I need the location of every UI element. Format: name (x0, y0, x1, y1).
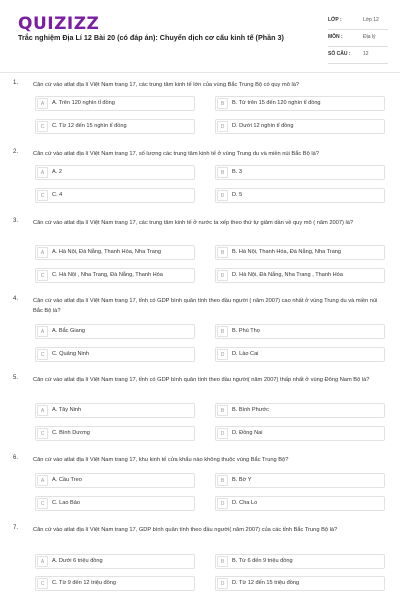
option-letter: C (37, 428, 48, 439)
meta-label: LỚP : (328, 17, 342, 23)
option-c[interactable] (35, 119, 195, 134)
option-a[interactable] (35, 96, 195, 111)
option-d[interactable] (215, 576, 385, 591)
option-letter: A (37, 247, 48, 258)
option-text: D. Đồng Nai (232, 430, 263, 436)
option-d[interactable] (215, 119, 385, 134)
option-text: C. Hà Nội , Nha Trang, Đà Nẵng, Thanh Hóa (52, 272, 163, 278)
option-letter: B (217, 326, 228, 337)
worksheet-title: Trắc nghiệm Địa Lí 12 Bài 20 (có đáp án): Chuyển dịch cơ cấu kinh tế (Phần 3) (18, 33, 284, 42)
option-letter: B (217, 475, 228, 486)
question-4 (0, 296, 400, 364)
option-b[interactable] (215, 165, 385, 180)
meta-class (328, 13, 388, 30)
option-letter: C (37, 121, 48, 132)
option-b[interactable] (215, 554, 385, 569)
meta-question-count (328, 47, 388, 64)
question-text: Căn cứ vào atlat địa lí Việt Nam trang 17, khu kinh tế cửa khẩu nào không thuộc vùng Bắc Trung Bộ? (33, 457, 289, 463)
option-letter: C (37, 270, 48, 281)
question-2 (0, 149, 400, 207)
option-d[interactable] (215, 347, 385, 362)
option-letter: D (217, 498, 228, 509)
option-text: A. Dưới 6 triệu đồng (52, 558, 103, 564)
option-text: C. 4 (52, 192, 63, 198)
question-number: 3. (13, 218, 19, 224)
question-number: 2. (13, 149, 19, 155)
question-number: 5. (13, 375, 19, 381)
option-letter: B (217, 405, 228, 416)
option-text: A. 2 (52, 169, 62, 175)
option-c[interactable] (35, 268, 195, 283)
option-letter: C (37, 578, 48, 589)
question-5 (0, 375, 400, 443)
question-1 (0, 80, 400, 138)
option-letter: A (37, 405, 48, 416)
option-letter: A (37, 326, 48, 337)
option-a[interactable] (35, 324, 195, 339)
option-text: B. Hà Nội, Thanh Hóa, Đà Nẵng, Nha Trang (232, 249, 342, 255)
option-d[interactable] (215, 188, 385, 203)
option-letter: B (217, 167, 228, 178)
option-letter: D (217, 578, 228, 589)
option-c[interactable] (35, 496, 195, 511)
option-letter: B (217, 247, 228, 258)
option-text: A. Hà Nội, Đà Nẵng, Thanh Hóa, Nha Trang (52, 249, 162, 255)
option-letter: C (37, 349, 48, 360)
option-letter: A (37, 98, 48, 109)
option-text: C. Từ 9 đến 12 triệu đồng (52, 580, 116, 586)
option-text: A. Tây Ninh (52, 407, 82, 413)
option-d[interactable] (215, 496, 385, 511)
option-c[interactable] (35, 347, 195, 362)
option-a[interactable] (35, 554, 195, 569)
question-number: 4. (13, 296, 19, 302)
option-a[interactable] (35, 473, 195, 488)
option-letter: D (217, 190, 228, 201)
option-text: D. Hà Nội, Đà Nẵng, Nha Trang , Thanh Hóa (232, 272, 343, 278)
option-text: D. 5 (232, 192, 243, 198)
question-text: Căn cứ vào atlat địa lí Việt Nam trang 17, các trung tâm kinh tế lớn của vùng Bắc Trung Bộ có quy mô là? (33, 82, 300, 88)
option-text: C. Lao Bảo (52, 500, 80, 506)
worksheet-header (0, 0, 400, 70)
option-a[interactable] (35, 245, 195, 260)
option-text: C. Quảng Ninh (52, 351, 90, 357)
meta-value: Địa lý (363, 34, 376, 40)
question-7 (0, 525, 400, 595)
option-letter: A (37, 475, 48, 486)
option-text: D. Dưới 12 nghìn tỉ đồng (232, 123, 294, 129)
option-text: B. 3 (232, 169, 242, 175)
question-number: 7. (13, 525, 19, 531)
option-a[interactable] (35, 403, 195, 418)
option-text: B. Từ 6 đến 9 triệu đồng (232, 558, 293, 564)
option-text: D. Từ 12 đến 15 triệu đồng (232, 580, 300, 586)
meta-value: Lớp 12 (363, 17, 379, 23)
meta-label: MÔN : (328, 34, 343, 40)
question-number: 1. (13, 80, 19, 86)
meta-subject (328, 30, 388, 47)
quizizz-logo: QUIZIZZ (18, 14, 100, 34)
option-letter: A (37, 167, 48, 178)
option-text: A. Cầu Treo (52, 477, 82, 483)
question-text: Căn cứ vào atlat địa lí Việt Nam trang 17, tỉnh có GDP bình quân tính theo đầu người( năm 2007) thấp nhất ở vùng Đông Nam Bộ là? (33, 377, 370, 383)
option-d[interactable] (215, 268, 385, 283)
option-b[interactable] (215, 324, 385, 339)
option-text: A. Bắc Giang (52, 328, 85, 334)
question-text: Căn cứ vào atlat địa lí Việt Nam trang 17, GDP bình quân tính theo đầu người( năm 2007) của các tỉnh Bắc Trung Bộ là? (33, 527, 338, 533)
option-text: A. Trên 120 nghìn tỉ đồng (52, 100, 115, 106)
option-c[interactable] (35, 188, 195, 203)
question-number: 6. (13, 455, 19, 461)
option-letter: C (37, 190, 48, 201)
option-letter: D (217, 270, 228, 281)
option-letter: D (217, 428, 228, 439)
option-d[interactable] (215, 426, 385, 441)
option-text: B. Phú Thọ (232, 328, 260, 334)
option-text: D. Lào Cai (232, 351, 259, 357)
option-letter: A (37, 556, 48, 567)
header-divider (0, 72, 400, 73)
option-text: B. Từ trên 15 đến 120 nghìn tỉ đồng (232, 100, 321, 106)
option-text: C. Từ 12 đến 15 nghìn tỉ đồng (52, 123, 127, 129)
option-text: D. Cha Lo (232, 500, 258, 506)
question-text: Căn cứ vào atlat địa lí Việt Nam trang 17, số lượng các trung tâm kinh tế ở vùng Trung du và miền núi Bắc Bộ là? (33, 151, 319, 157)
worksheet-meta (328, 13, 388, 64)
option-text: B. Bờ Y (232, 477, 252, 483)
option-letter: B (217, 556, 228, 567)
option-a[interactable] (35, 165, 195, 180)
question-text: Căn cứ vào atlat địa lí Việt Nam trang 17, các trung tâm kinh tế ở nước ta xếp theo thứ tự giảm dần về quy mô ( năm 2007) là? (33, 220, 354, 226)
question-text: Căn cứ vào atlat địa lí Việt Nam trang 17, tỉnh có GDP bình quân tính theo đầu người ( năm 2007) cao nhất ở vùng Trung du và miền núi Bắc Bộ là? (33, 298, 378, 314)
option-b[interactable] (215, 473, 385, 488)
option-text: C. Bình Dương (52, 430, 90, 436)
meta-value: 12 (363, 51, 369, 57)
option-b[interactable] (215, 245, 385, 260)
option-c[interactable] (35, 426, 195, 441)
meta-label: SỐ CÂU : (328, 51, 351, 57)
option-letter: B (217, 98, 228, 109)
question-3 (0, 218, 400, 286)
option-letter: D (217, 349, 228, 360)
question-6 (0, 455, 400, 513)
option-b[interactable] (215, 403, 385, 418)
option-letter: D (217, 121, 228, 132)
option-text: B. Bình Phước (232, 407, 269, 413)
option-letter: C (37, 498, 48, 509)
option-c[interactable] (35, 576, 195, 591)
option-b[interactable] (215, 96, 385, 111)
